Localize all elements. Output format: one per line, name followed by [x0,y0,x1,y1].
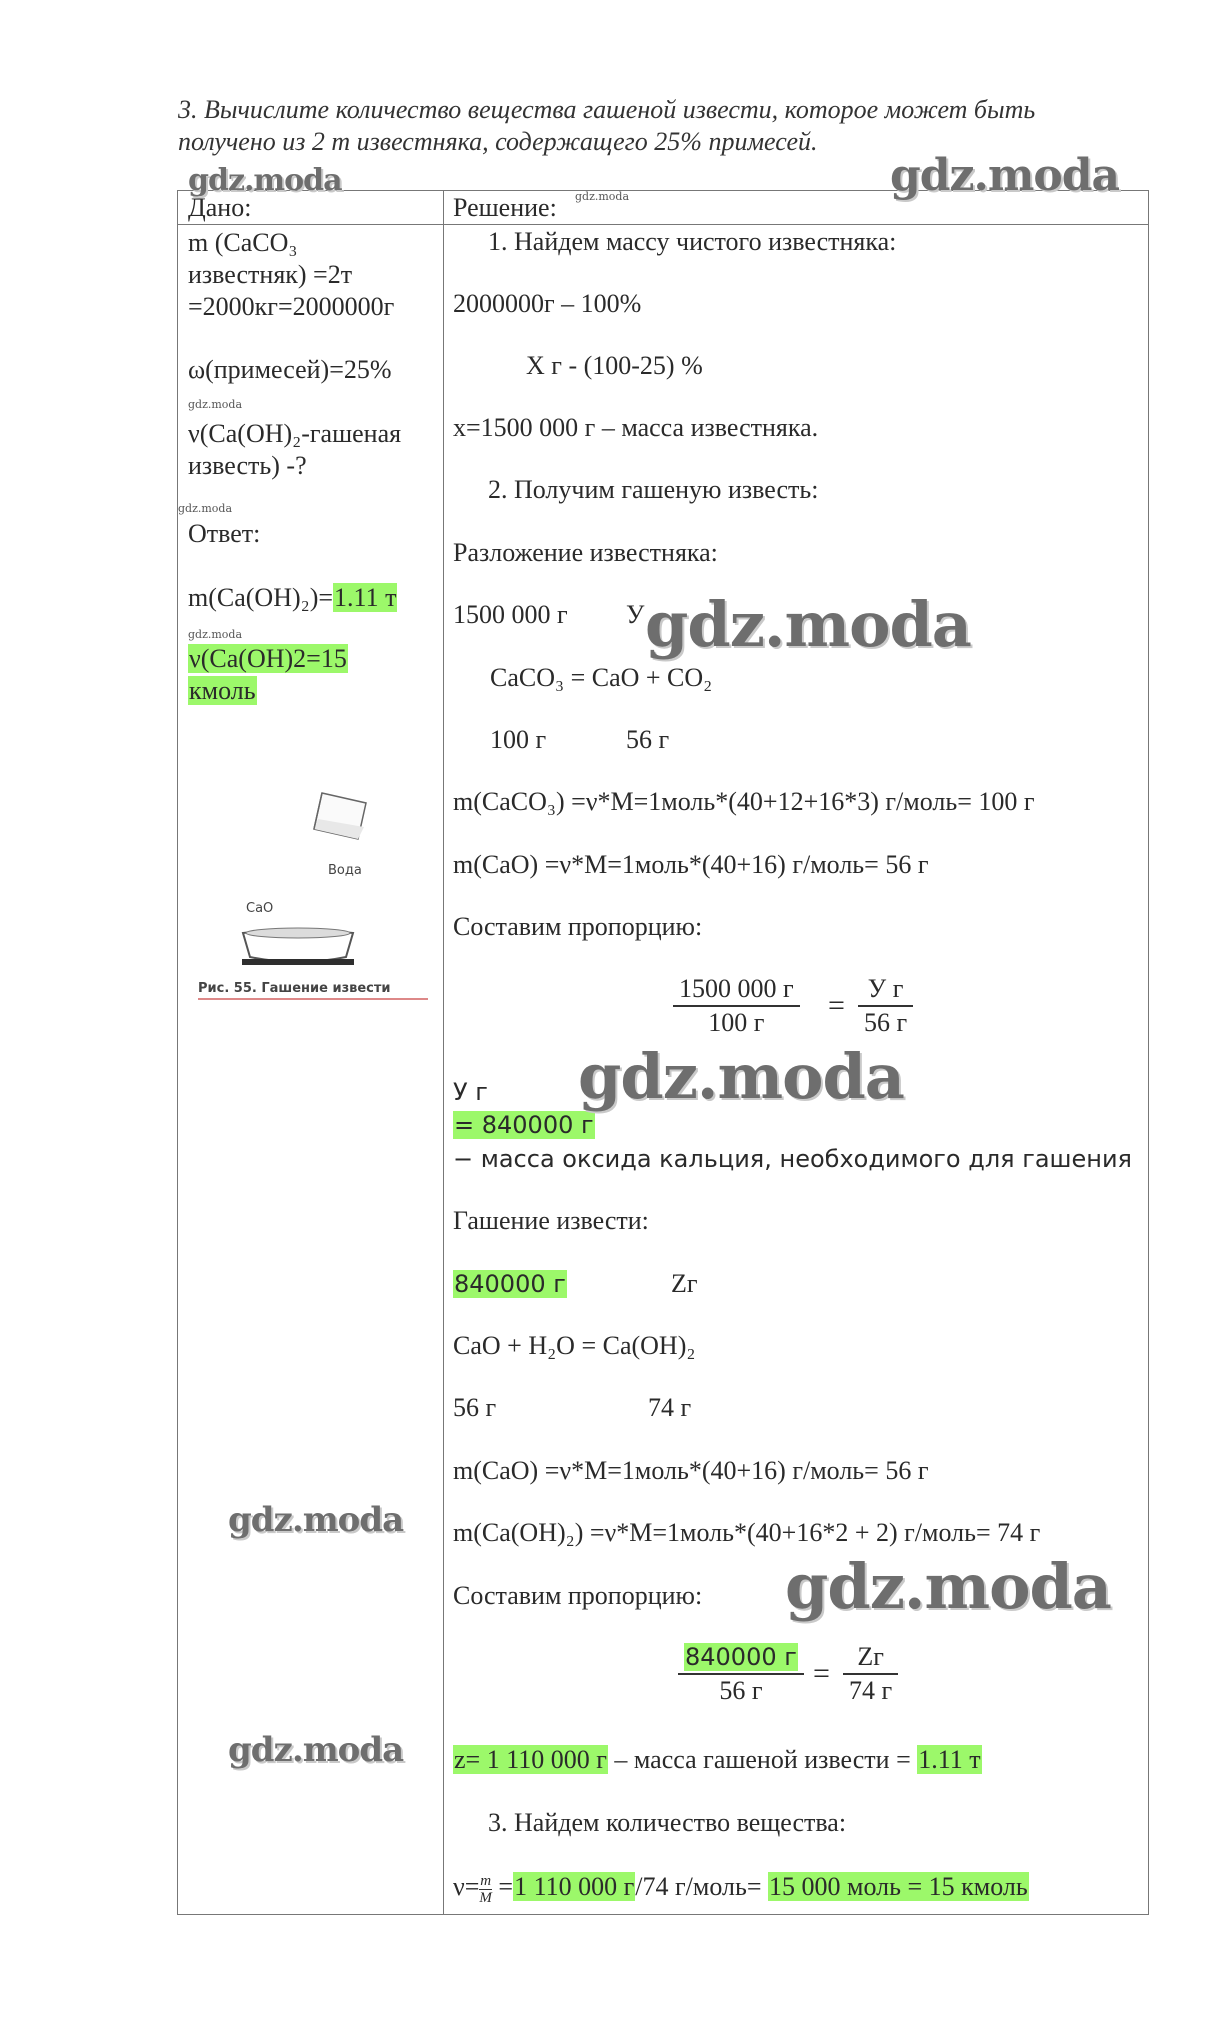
prop1-result: x=1500 000 г – масса известняка. [453,413,819,442]
decomp-above-left: 1500 000 г [453,600,568,629]
molar-caco3: m(CaCO₃) =ν*M=1моль*(40+12+16*3) г/моль= 100 г [453,787,1035,816]
y-value-line [453,1109,1143,1141]
figure-caption: Рис. 55. Гашение извести [198,981,428,1000]
header-divider [178,224,1148,225]
decomp-equation: CaCO₃ = CaO + CO₂ [490,663,713,692]
fraction-4-denominator: 74 г [849,1676,893,1705]
watermark-5: gdz.moda [228,1500,404,1540]
water-beaker-icon [308,789,378,849]
fraction-1-denominator: 100 г [708,1008,765,1037]
nu-fraction-denominator: M [479,1889,492,1906]
slake-equation: CaO + H₂O = Ca(OH)₂ [453,1331,696,1360]
decomp-title: Разложение известняка: [453,538,718,567]
slake-above-left: 840000 г [454,1270,566,1298]
answer-mass-value: 1.11 т [334,583,397,612]
slake-above-right: Zг [671,1269,698,1298]
fraction-2 [858,973,913,1039]
watermark-6: gdz.moda [785,1550,1111,1623]
molar-cao-2: m(CaO) =ν*M=1моль*(40+16) г/моль= 56 г [453,1456,929,1485]
prop1-line1: 2000000г – 100% [453,289,642,318]
z-result-tonnes: 1.11 т [918,1745,981,1774]
decomp-above-right: У [626,600,645,629]
cao-label: CaO [246,901,274,916]
nu-formula [453,1871,1143,1906]
equals-sign-2: = [813,1657,830,1690]
given-header: Дано: [188,193,252,222]
slake-below-left: 56 г [453,1393,497,1422]
nu-fraction [479,1873,492,1906]
answer-mass [188,582,438,614]
nu-result: 15 000 моль = 15 кмоль [769,1872,1028,1901]
column-divider [443,191,444,1914]
watermark-small-3: gdz.moda [178,502,233,515]
watermark-small-2: gdz.moda [188,398,243,411]
answer-nu-value-2: кмоль [189,676,256,705]
watermark-small-4: gdz.moda [188,628,243,641]
fraction-2-denominator: 56 г [864,1008,908,1037]
given-mass-line3: =2000кг=2000000г [188,292,395,321]
equals-sign-1: = [828,989,845,1022]
slake-below-right: 74 г [648,1393,692,1422]
answer-label: Ответ: [188,519,261,548]
answer-nu-line2 [188,675,438,707]
nu-mid: /74 г/моль= [635,1872,769,1901]
molar-cao: m(CaO) =ν*M=1моль*(40+16) г/моль= 56 г [453,850,929,879]
molar-caoh2: m(Ca(OH)₂) =ν*M=1моль*(40+16*2 + 2) г/моль= 74 г [453,1518,1041,1547]
given-mass-line1: m (CaCO₃ [188,228,298,257]
proportion-title-2: Составим пропорцию: [453,1581,703,1610]
decomp-below-right: 56 г [626,725,670,754]
proportion-title-1: Составим пропорцию: [453,912,703,941]
watermark-4: gdz.moda [578,1040,904,1113]
y-value: = 840000 г [454,1111,594,1139]
fraction-1-numerator: 1500 000 г [673,973,800,1007]
step1: 1. Найдем массу чистого известняка: [488,227,897,256]
watermark-small-1: gdz.moda [575,190,630,203]
fraction-3-denominator: 56 г [719,1676,763,1705]
nu-eq: = [491,1872,514,1901]
fraction-3-numerator [678,1641,804,1675]
z-result-value: z= 1 110 000 г [454,1745,607,1774]
fraction-1 [673,973,800,1039]
answer-nu-line1 [188,643,438,675]
water-label: Вода [328,863,362,878]
step2: 2. Получим гашеную известь: [488,475,819,504]
nu-prefix: ν= [453,1872,480,1901]
problem-line-2: получено из 2 т известняка, содержащего 25% примесей. [178,127,818,156]
problem-statement [178,94,1168,158]
dish-icon [238,921,358,971]
slaking-title: Гашение извести: [453,1206,649,1235]
given-nu-line2: известь) -? [188,451,307,480]
fraction-3-numerator-value: 840000 г [685,1643,797,1671]
watermark-2: gdz.moda [890,150,1120,201]
fraction-2-numerator: У г [858,973,913,1007]
solution-header: Решение: [453,193,557,222]
z-result-text: – масса гашеной извести = [607,1745,918,1774]
answer-mass-prefix: m(Ca(OH)₂)= [188,583,334,612]
fraction-4-numerator: Zг [843,1641,898,1675]
watermark-1: gdz.moda [188,163,342,198]
watermark-3: gdz.moda [645,588,971,661]
answer-nu-value-1: ν(Ca(OH)2=15 [189,644,347,673]
z-result [453,1744,1143,1776]
fraction-3 [678,1641,804,1707]
prop1-line2: X г - (100-25) % [526,351,703,380]
given-nu-line1: ν(Ca(OH)₂-гашеная [188,419,402,448]
given-omega: ω(примесей)=25% [188,355,392,384]
y-description: − масса оксида кальция, необходимого для гашения [453,1145,1132,1173]
step3: 3. Найдем количество вещества: [488,1808,847,1837]
nu-mass: 1 110 000 г [514,1872,635,1901]
nu-fraction-numerator: m [480,1872,492,1889]
problem-line-1: 3. Вычислите количество вещества гашеной извести, которое может быть [178,95,1036,124]
watermark-7: gdz.moda [228,1730,404,1770]
given-mass-line2: известняк) =2т [188,260,353,289]
fraction-4 [843,1641,898,1707]
y-label: У г [453,1078,488,1106]
decomp-below-left: 100 г [490,725,547,754]
